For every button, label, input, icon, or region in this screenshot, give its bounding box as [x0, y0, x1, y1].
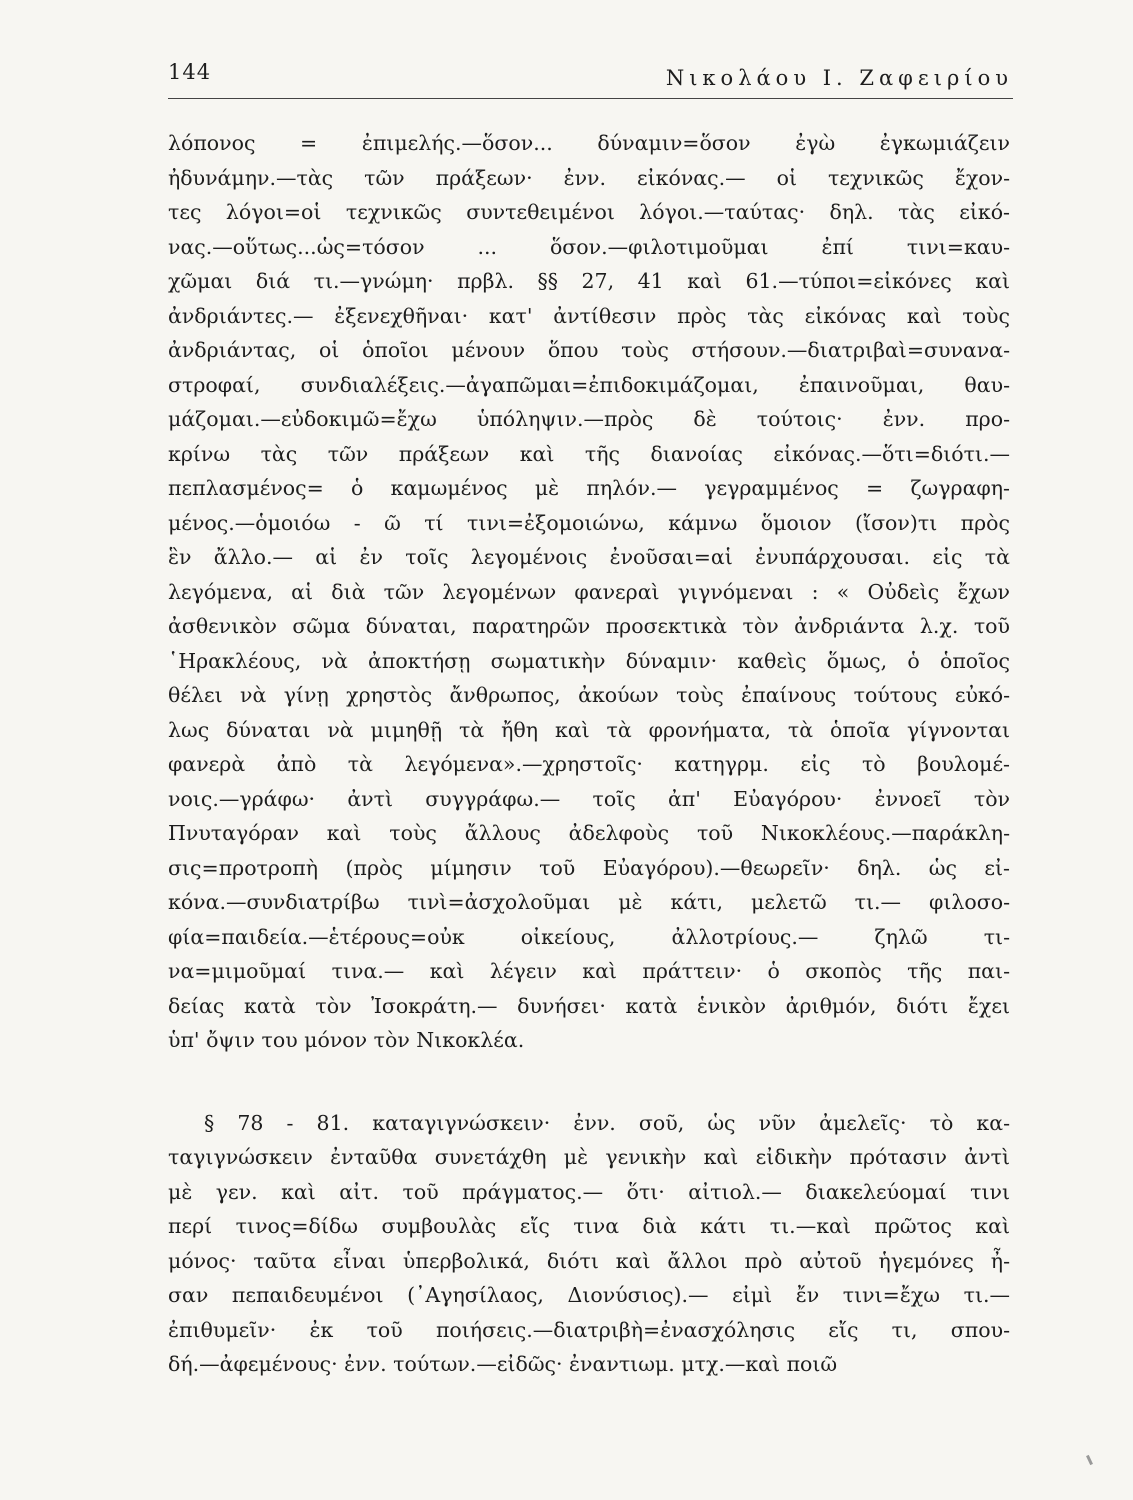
text-line: δείας κατὰ τὸν Ἰσοκράτη.— δυνήσει· κατὰ ἑνικὸν ἀριθμόν, διότι ἔχει	[168, 993, 1010, 1018]
text-line: τες λόγοι=οἱ τεχνικῶς συντεθειμένοι λόγοι.—ταύτας· δηλ. τὰς εἰκό-	[168, 200, 1010, 224]
commentary-paragraph-2	[168, 1106, 1010, 1382]
paragraph-gap	[168, 1058, 1010, 1106]
text-line: ἠδυνάμην.—τὰς τῶν πράξεων· ἐνν. εἰκόνας.— οἱ τεχνικῶς ἔχον-	[168, 165, 1010, 190]
text-line: ἐπιθυμεῖν· ἐκ τοῦ ποιήσεις.—διατριβὴ=ἐνασχόλησις εἴς τι, σπου-	[168, 1317, 1010, 1342]
text-line: λόπονος = ἐπιμελής.—ὅσον... δύναμιν=ὅσον ἐγὼ ἐγκωμιάζειν	[168, 131, 1010, 155]
commentary-text	[168, 126, 1010, 1382]
text-line: ἀνδριάντες.— ἐξενεχθῆναι· κατ' ἀντίθεσιν πρὸς τὰς εἰκόνας καὶ τοὺς	[168, 303, 1010, 328]
text-line: ἀνδριάντας, οἱ ὁποῖοι μένουν ὅπου τοὺς στήσουν.—διατριβαὶ=συνανα-	[168, 338, 1010, 362]
text-line: λως δύναται νὰ μιμηθῇ τὰ ἤθη καὶ τὰ φρονήματα, τὰ ὁποῖα γίγνονται	[168, 717, 1010, 742]
text-line: περί τινος=δίδω συμβουλὰς εἴς τινα διὰ κάτι τι.—καὶ πρῶτος καὶ	[168, 1214, 1010, 1238]
text-line: χῶμαι διά τι.—γνώμη· πρβλ. §§ 27, 41 καὶ 61.—τύποι=εἰκόνες καὶ	[168, 269, 1010, 293]
page-header	[168, 58, 1013, 99]
text-line: § 78 - 81. καταγιγνώσκειν· ἐνν. σοῦ, ὡς νῦν ἀμελεῖς· τὸ κα-	[204, 1110, 1010, 1135]
text-line: μάζομαι.—εὐδοκιμῶ=ἔχω ὑπόληψιν.—πρὸς δὲ τούτοις· ἐνν. προ-	[168, 407, 1010, 431]
text-line: κρίνω τὰς τῶν πράξεων καὶ τῆς διανοίας εἰκόνας.—ὅτι=διότι.—	[168, 441, 1010, 466]
text-line: κόνα.—συνδιατρίβω τινὶ=ἀσχολοῦμαι μὲ κάτι, μελετῶ τι.— φιλοσο-	[168, 890, 1010, 914]
text-line: σις=προτροπὴ (πρὸς μίμησιν τοῦ Εὐαγόρου).—θεωρεῖν· δηλ. ὡς εἰ-	[168, 855, 1010, 880]
text-line: λεγόμενα, αἱ διὰ τῶν λεγομένων φανεραὶ γιγνόμεναι : « Οὐδεὶς ἔχων	[168, 579, 1010, 604]
text-line: ταγιγνώσκειν ἐνταῦθα συνετάχθη μὲ γενικὴν καὶ εἰδικὴν πρότασιν ἀντὶ	[168, 1145, 1010, 1169]
text-line: μὲ γεν. καὶ αἰτ. τοῦ πράγματος.— ὅτι· αἰτιολ.— διακελεύομαί τινι	[168, 1179, 1010, 1204]
text-line: σαν πεπαιδευμένοι (᾿Αγησίλαος, Διονύσιος).— εἰμὶ ἔν τινι=ἔχω τι.—	[168, 1283, 1010, 1307]
text-line: νοις.—γράφω· ἀντὶ συγγράφω.— τοῖς ἀπ' Εὐαγόρου· ἐννοεῖ τὸν	[168, 786, 1010, 811]
text-line: φανερὰ ἀπὸ τὰ λεγόμενα».—χρηστοῖς· κατηγρμ. εἰς τὸ βουλομέ-	[168, 752, 1010, 776]
text-line: μόνος· ταῦτα εἶναι ὑπερβολικά, διότι καὶ ἄλλοι πρὸ αὐτοῦ ἡγεμόνες ἦ-	[168, 1248, 1010, 1273]
text-line: πεπλασμένος= ὁ καμωμένος μὲ πηλόν.— γεγραμμένος = ζωγραφη-	[168, 476, 1010, 500]
text-line: θέλει νὰ γίνῃ χρηστὸς ἄνθρωπος, ἀκούων τοὺς ἐπαίνους τούτους εὐκό-	[168, 683, 1010, 707]
text-line: δή.—ἀφεμένους· ἐνν. τούτων.—εἰδῶς· ἐναντιωμ. μτχ.—καὶ ποιῶ	[168, 1352, 838, 1376]
commentary-paragraph-1	[168, 126, 1010, 1058]
text-line: νας.—οὕτως...ὡς=τόσον ... ὅσον.—φιλοτιμοῦμαι ἐπί τινι=καυ-	[168, 234, 1010, 259]
text-line: φία=παιδεία.—ἑτέρους=οὐκ οἰκείους, ἀλλοτρίους.— ζηλῶ τι-	[168, 924, 1010, 949]
page-mark	[1086, 1455, 1093, 1465]
text-line: ὑπ' ὄψιν του μόνον τὸν Νικοκλέα.	[168, 1028, 525, 1052]
text-line: ῾Ηρακλέους, νὰ ἀποκτήσῃ σωματικὴν δύναμιν· καθεὶς ὅμως, ὁ ὁποῖος	[168, 648, 1010, 673]
text-line: ἀσθενικὸν σῶμα δύναται, παρατηρῶν προσεκτικὰ τὸν ἀνδριάντα λ.χ. τοῦ	[168, 614, 1010, 638]
text-line: στροφαί, συνδιαλέξεις.—ἀγαπῶμαι=ἐπιδοκιμάζομαι, ἐπαινοῦμαι, θαυ-	[168, 372, 1010, 397]
page-number: 144	[168, 60, 212, 84]
text-line: μένος.—ὁμοιόω - ῶ τί τινι=ἐξομοιώνω, κάμνω ὅμοιον (ἴσον)τι πρὸς	[168, 510, 1010, 535]
text-line: να=μιμοῦμαί τινα.— καὶ λέγειν καὶ πράττειν· ὁ σκοπὸς τῆς παι-	[168, 959, 1010, 983]
text-line: Πνυταγόραν καὶ τοὺς ἄλλους ἀδελφοὺς τοῦ Νικοκλέους.—παράκλη-	[168, 821, 1010, 845]
running-head: Νικολάου Ι. Ζαφειρίου	[665, 66, 1013, 90]
text-line: ἓν ἄλλο.— αἱ ἐν τοῖς λεγομένοις ἐνοῦσαι=αἱ ἐνυπάρχουσαι. εἰς τὰ	[168, 545, 1010, 569]
